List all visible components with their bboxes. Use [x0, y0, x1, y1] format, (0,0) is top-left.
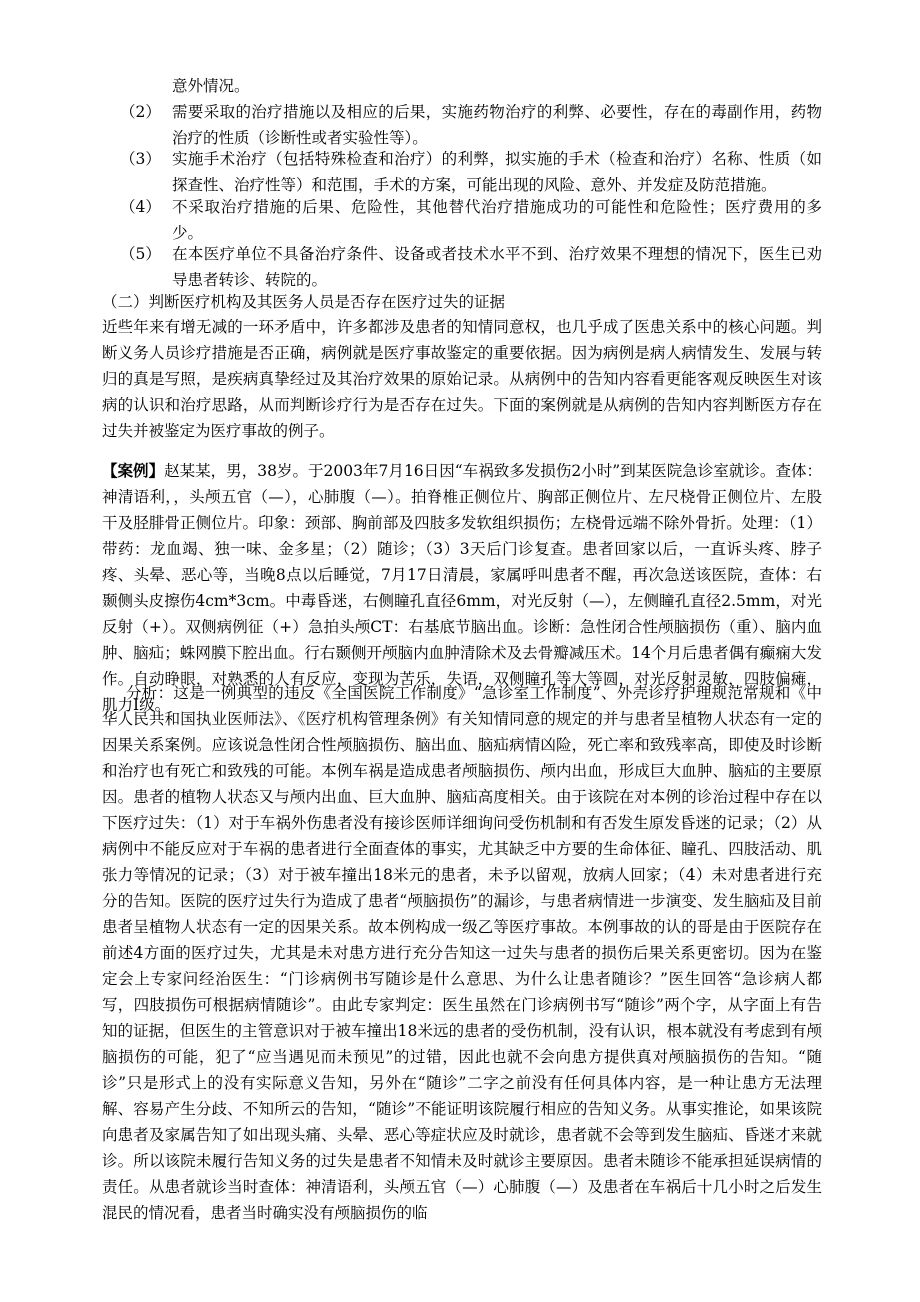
- list-item-number: （3）: [120, 150, 161, 168]
- list-item-number: （4）: [120, 198, 161, 216]
- list-item-4: [102, 194, 822, 246]
- list-item-number: （5）: [120, 245, 161, 263]
- list-item-number: （2）: [120, 103, 161, 121]
- continuation-line: 意外情况。: [172, 77, 250, 95]
- analysis-paragraph: 分析：这是一例典型的违反《全国医院工作制度》“急诊室工作制度”、外壳诊疗护理规范常规和《中华人民共和国执业医师法》、《医疗机构管理条例》有关知情同意的规定的并与患者呈植物人状态有一定的因果关系案例。应该说急性闭合性颅脑损伤、脑出血、脑疝病情凶险，死亡率和致残率高，即使及时诊断和治疗也有死亡和致残的可能。本例车祸是造成患者颅脑损伤、颅内出血，形成巨大血肿、脑疝的主要原因。患者的植物人状态又与颅内出血、巨大血肿、脑疝高度相关。由于该院在对本例的诊治过程中存在以下医疗过失：（1）对于车祸外伤患者没有接诊医师详细询问受伤机制和有否发生原发昏迷的记录；（2）从病例中不能反应对于车祸的患者进行全面查体的事实，尤其缺乏中方要的生命体征、瞳孔、四肢活动、肌张力等情况的记录；（3）对于被车撞出18米元的患者，未予以留观，放病人回家；（4）未对患者进行充分的告知。医院的医疗过失行为造成了患者“颅脑损伤”的漏诊，与患者病情进一步演变、发生脑疝及目前患者呈植物人状态有一定的因果关系。故本例构成一级乙等医疗事故。本例事故的认的哥是由于医院存在前述4方面的医疗过失，尤其是未对患方进行充分告知这一过失与患者的损伤后果关系更密切。因为在鉴定会上专家问经治医生：“门诊病例书写随诊是什么意思、为什么让患者随诊？”医生回答“急诊病人都写，四肢损伤可根据病情随诊”。由此专家判定：医生虽然在门诊病例书写“随诊”两个字，从字面上有告知的证据，但医生的主管意识对于被车撞出18米远的患者的受伤机制，没有认识，根本就没有考虑到有颅脑损伤的可能，犯了“应当遇见而未预见”的过错，因此也就不会向患方提供真对颅脑损伤的告知。“随诊”只是形式上的没有实际意义告知，另外在“随诊”二字之前没有任何具体内容，是一种让患方无法理解、容易产生分歧、不知所云的告知，“随诊”不能证明该院履行相应的告知义务。从事实推论，如果该院向患者及家属告知了如出现头痛、头晕、恶心等症状应及时就诊，患者就不会等到发生脑疝、昏迷才来就诊。所以该院未履行告知义务的过失是患者不知情未及时就诊主要原因。患者未随诊不能承担延误病情的责任。从患者就诊当时查体：神清语利，头颅五官（—）心肺腹（—）及患者在车祸后十几小时之后发生混民的情况看，患者当时确实没有颅脑损伤的临: [102, 684, 822, 1222]
- list-item-text: 在本医疗单位不具备治疗条件、设备或者技术水平不到、治疗效果不理想的情况下，医生已劝导患者转诊、转院的。: [172, 245, 822, 289]
- section-heading: （二）判断医疗机构及其医务人员是否存在医疗过失的证据: [102, 293, 506, 311]
- list-item-text: 需要采取的治疗措施以及相应的后果，实施药物治疗的利弊、必要性，存在的毒副作用，药物治疗的性质（诊断性或者实验性等）。: [172, 103, 822, 147]
- case-paragraph: [102, 458, 822, 718]
- intro-paragraph: 近些年来有增无减的一环矛盾中，许多都涉及患者的知情同意权，也几乎成了医患关系中的核心问题。判断义务人员诊疗措施是否正确，病例就是医疗事故鉴定的重要依据。因为病例是病人病情发生、发展与转归的真是写照，是疾病真挚经过及其治疗效果的原始记录。从病例中的告知内容看更能客观反映医生对该病的认识和治疗思路，从而判断诊疗行为是否存在过失。下面的案例就是从病例的告知内容判断医方存在过失并被鉴定为医疗事故的例子。: [102, 318, 822, 440]
- case-text: 赵某某，男，38岁。于2003年7月16日因“车祸致多发损伤2小时”到某医院急诊室就诊。查体：神清语利，，头颅五官（—），心肺腹（—）。拍脊椎正侧位片、胸部正侧位片、左尺桡骨正侧位片、左股干及胫腓骨正侧位片。印象：颈部、胸前部及四肢多发软组织损伤；左桡骨远端不除外骨折。处理：（1）带药：龙血竭、独一味、金多星；（2）随诊；（3）3天后门诊复查。患者回家以后，一直诉头疼、脖子疼、头晕、恶心等，当晚8点以后睡觉，7月17日清晨，家属呼叫患者不醒，再次急送该医院，查体：右颞侧头皮擦伤4cm*3cm。中毒昏迷，右侧瞳孔直径6mm，对光反射（—），左侧瞳孔直径2.5mm，对光反射（+）。双侧病例征（+）急拍头颅CT：右基底节脑出血。诊断：急性闭合性颅脑损伤（重）、脑内血肿、脑疝；蛛网膜下腔出血。行右颞侧开颅脑内血肿清除术及去骨瓣减压术。14个月后患者偶有癫痫大发作。自动睁眼，对熟悉的人有反应，变现为苦乐，失语，双侧瞳孔等大等圆，对光反射灵敏，四肢偏瘫，肌力I级。: [102, 462, 822, 714]
- list-item-5: [102, 241, 822, 293]
- list-item-3: [102, 146, 822, 198]
- list-item-2: [102, 99, 822, 151]
- list-item-text: 不采取治疗措施的后果、危险性，其他替代治疗措施成功的可能性和危险性；医疗费用的多少。: [172, 198, 822, 242]
- case-label: 【案例】: [102, 461, 165, 480]
- list-item-text: 实施手术治疗（包括特殊检查和治疗）的利弊，拟实施的手术（检查和治疗）名称、性质（如探查性、治疗性等）和范围，手术的方案，可能出现的风险、意外、并发症及防范措施。: [172, 150, 822, 194]
